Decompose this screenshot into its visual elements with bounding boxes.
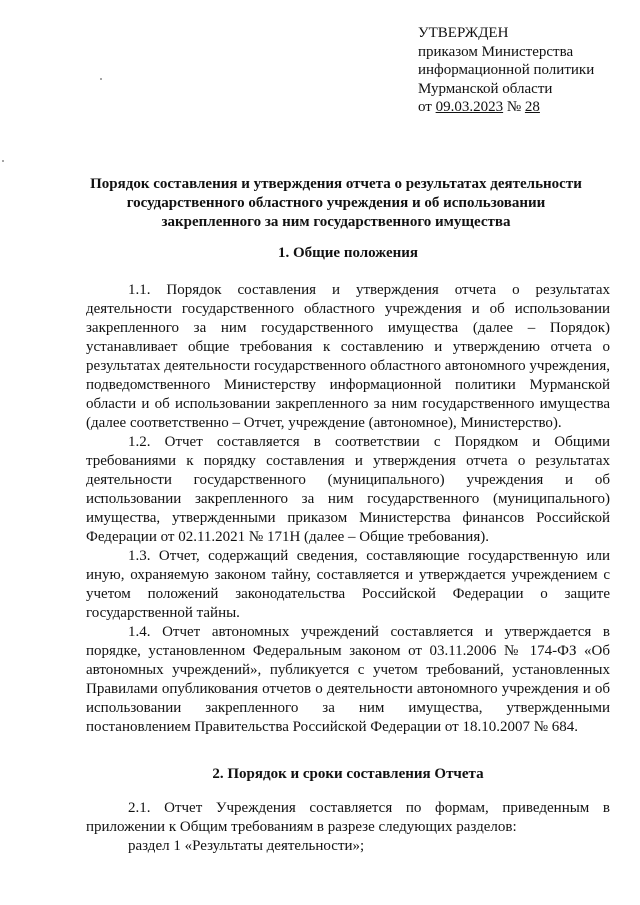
approval-line: приказом Министерства (418, 43, 574, 60)
approval-block (418, 24, 628, 117)
section-heading: 2. Порядок и сроки составления Отчета (212, 766, 484, 782)
paragraph: 1.3. Отчет, содержащий сведения, составляющие государственную или иную, охраняемую законом тайну, составляется и утверждается учреждением с учетом положений законодательства Российской Федерации о защите государственной тайны. (86, 548, 610, 621)
section-heading: 1. Общие положения (277, 245, 419, 261)
paragraph: 1.4. Отчет автономных учреждений составляется и утверждается в порядке, установленном Федеральным законом от 03.11.2006 № 174-ФЗ «Об автономных учреждений», публикуется с учетом требований, установленных Правилами опубликования отчетов о деятельности автономного учреждения и об использовании закрепленного за ним имущества, утвержденными постановлением Правительства Российской Федерации от 18.10.2007 № 684. (86, 624, 610, 735)
approval-number: 28 (524, 99, 540, 115)
document-title: Порядок составления и утверждения отчета о результатах деятельности государственного областного учреждения и об использовании закрепленного за ним государственного имущества (90, 176, 582, 230)
approval-date: 09.03.2023 (435, 99, 504, 115)
section2-body (86, 799, 610, 856)
paragraph: 2.1. Отчет Учреждения составляется по формам, приведенным в приложении к Общим требованиям в разрезе следующих разделов: (86, 800, 610, 835)
paragraph: 1.2. Отчет составляется в соответствии с Порядком и Общими требованиями к порядку составления и утверждения отчета о результатах деятельности государственного (муниципального) учреждения и об использовании закрепленного за ним государственного (муниципального) имущества, утвержденными приказом Министерства финансов Российской Федерации от 02.11.2021 № 171Н (далее – Общие требования). (86, 434, 610, 545)
approval-line: информационной политики (418, 62, 595, 78)
scan-speck (2, 160, 4, 162)
date-prefix: от (418, 99, 436, 115)
approval-heading: УТВЕРЖДЕН (418, 25, 509, 41)
scan-speck (100, 78, 102, 80)
approval-line: Мурманской области (418, 80, 553, 97)
section1-body (86, 281, 610, 737)
approval-date-line (418, 98, 628, 117)
paragraph: 1.1. Порядок составления и утверждения отчета о результатах деятельности государственного областного учреждения и об использовании закрепленного за ним государственного имущества (далее – Порядок) устанавливает общие требования к составлению и утверждению отчета о результатах деятельности государственного областного автономного учреждения, подведомственного Министерству информационной политики Мурманской области и об использовании закрепленного за ним государственного имущества (далее соответственно – Отчет, учреждение (автономное), Министерство). (86, 282, 610, 431)
list-item: раздел 1 «Результаты деятельности»; (128, 838, 365, 854)
number-prefix: № (503, 99, 525, 115)
